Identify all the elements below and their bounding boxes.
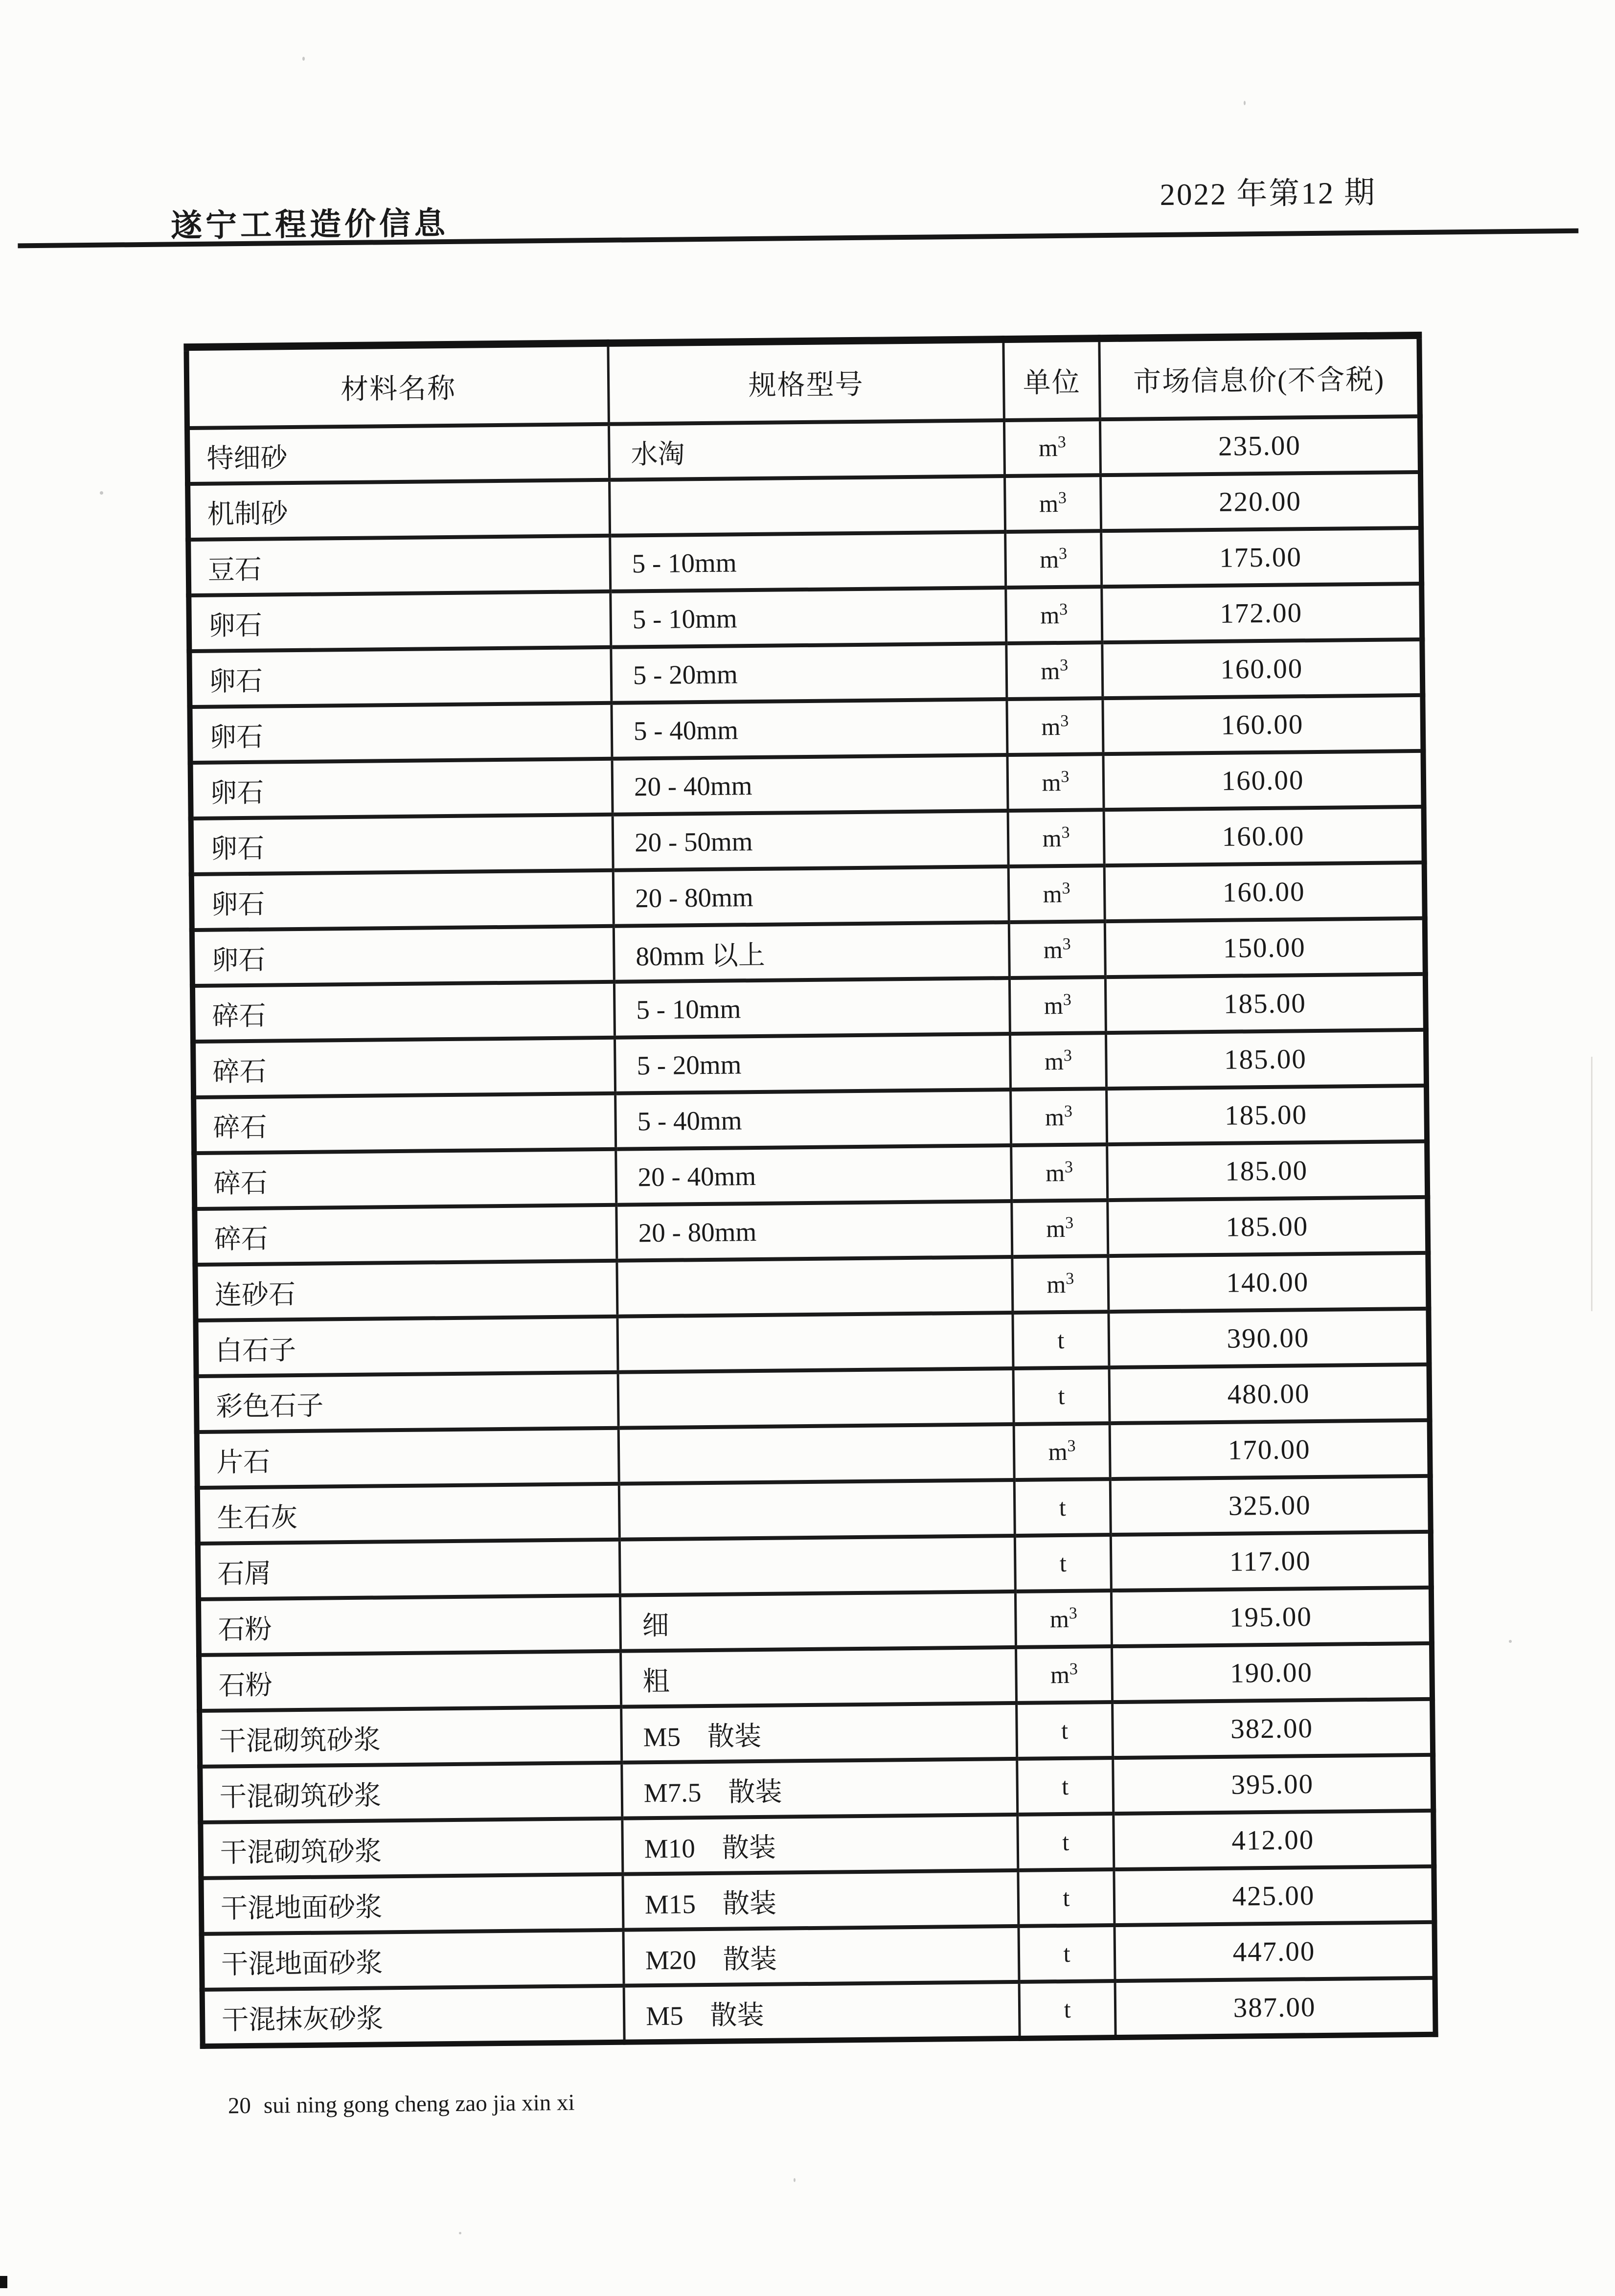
spec-cell: 20 - 40mm	[616, 1145, 1012, 1205]
unit-cell: $m^3$	[1011, 1144, 1108, 1201]
unit-cell: t	[1017, 1758, 1114, 1815]
spec-cell: 5 - 10mm	[611, 588, 1006, 647]
material-name-cell: 片石	[197, 1428, 619, 1488]
unit-cell: t	[1017, 1702, 1113, 1759]
column-header-spec: 规格型号	[608, 340, 1004, 424]
footer-pinyin: sui ning gong cheng zao jia xin xi	[263, 2090, 575, 2118]
column-header-unit: 单位	[1003, 339, 1100, 420]
material-name-cell: 卵石	[191, 815, 613, 874]
column-header-price: 市场信息价(不含税)	[1099, 335, 1420, 419]
material-name-cell: 碎石	[194, 1149, 616, 1209]
unit-cell: t	[1019, 1981, 1115, 2038]
spec-cell	[618, 1368, 1014, 1428]
unit-cell: $m^3$	[1016, 1646, 1112, 1703]
table-row	[202, 1978, 1435, 2046]
unit-cell: $m^3$	[1007, 698, 1103, 755]
price-cell: 220.00	[1101, 472, 1421, 531]
spec-cell: 80mm 以上	[614, 922, 1009, 982]
spec-cell: 5 - 20mm	[614, 1034, 1010, 1093]
unit-cell: $m^3$	[1005, 475, 1101, 532]
price-cell: 480.00	[1109, 1364, 1430, 1423]
spec-cell: M5 散装	[624, 1982, 1020, 2042]
price-cell: 390.00	[1109, 1309, 1429, 1367]
unit-cell: $m^3$	[1010, 1033, 1106, 1090]
material-name-cell: 生石灰	[197, 1484, 619, 1544]
price-cell: 185.00	[1107, 1086, 1427, 1144]
unit-cell: t	[1019, 1925, 1115, 1982]
material-name-cell: 卵石	[190, 759, 613, 818]
material-name-cell: 连砂石	[195, 1261, 617, 1320]
price-cell: 175.00	[1101, 528, 1422, 587]
speck	[459, 2232, 461, 2234]
price-cell: 185.00	[1107, 1141, 1428, 1200]
spec-cell: M7.5 散装	[622, 1759, 1018, 1819]
price-cell: 160.00	[1103, 695, 1423, 754]
page-title: 遂宁工程造价信息	[170, 205, 449, 244]
material-name-cell: 干混地面砂浆	[201, 1874, 623, 1934]
spec-cell: M5 散装	[621, 1703, 1017, 1763]
material-name-cell: 彩色石子	[196, 1372, 618, 1432]
material-name-cell: 卵石	[191, 870, 614, 930]
spec-cell: 5 - 40mm	[612, 699, 1007, 759]
price-cell: 447.00	[1115, 1922, 1435, 1981]
material-name-cell: 卵石	[189, 647, 612, 707]
table-header	[186, 335, 1420, 428]
material-name-cell: 干混抹灰砂浆	[202, 1986, 624, 2046]
unit-cell: $m^3$	[1008, 810, 1104, 866]
material-name-cell: 碎石	[193, 1038, 615, 1097]
material-name-cell: 干混砌筑砂浆	[200, 1707, 622, 1767]
price-cell: 185.00	[1108, 1197, 1428, 1256]
spec-cell: M10 散装	[622, 1815, 1018, 1874]
unit-cell: $m^3$	[1015, 1591, 1112, 1647]
material-name-cell: 碎石	[195, 1205, 617, 1265]
spec-cell: 5 - 10mm	[614, 978, 1010, 1038]
material-name-cell: 干混砌筑砂浆	[201, 1819, 623, 1878]
price-cell: 412.00	[1114, 1811, 1434, 1869]
material-name-cell: 碎石	[194, 1093, 616, 1153]
price-cell: 185.00	[1106, 1030, 1426, 1089]
column-header-material: 材料名称	[186, 343, 609, 428]
price-cell: 160.00	[1103, 751, 1424, 810]
unit-cell: $m^3$	[1009, 921, 1105, 978]
issue-label: 2022 年第12 期	[1160, 175, 1377, 212]
spec-cell: 20 - 80mm	[616, 1201, 1012, 1261]
unit-cell: $m^3$	[1008, 865, 1105, 922]
unit-cell: $m^3$	[1006, 642, 1103, 699]
scan-edge-streak	[1591, 1057, 1592, 1311]
spec-cell: 20 - 40mm	[612, 755, 1008, 815]
unit-cell: t	[1018, 1814, 1114, 1870]
unit-cell: $m^3$	[1011, 1089, 1107, 1145]
unit-cell: $m^3$	[1006, 587, 1102, 643]
material-name-cell: 机制砂	[188, 480, 610, 540]
unit-cell: $m^3$	[1009, 977, 1106, 1034]
material-name-cell: 豆石	[188, 536, 611, 595]
price-cell: 160.00	[1104, 863, 1425, 921]
price-cell: 235.00	[1100, 416, 1420, 475]
material-name-cell: 石粉	[199, 1651, 621, 1711]
spec-cell	[610, 476, 1005, 536]
unit-cell: t	[1013, 1367, 1110, 1424]
unit-cell: t	[1018, 1869, 1115, 1926]
table-header-row	[186, 335, 1420, 428]
spec-cell: 水淘	[609, 420, 1004, 480]
unit-cell: t	[1015, 1535, 1111, 1591]
unit-cell: $m^3$	[1012, 1200, 1108, 1257]
price-cell: 150.00	[1105, 918, 1425, 977]
material-name-cell: 特细砂	[187, 424, 609, 484]
spec-cell: M20 散装	[623, 1926, 1019, 1986]
price-cell: 325.00	[1110, 1476, 1431, 1535]
price-cell: 140.00	[1108, 1253, 1429, 1312]
spec-cell	[619, 1536, 1015, 1595]
scan-corner-mark	[0, 2276, 7, 2288]
speck	[100, 491, 103, 495]
unit-cell: t	[1014, 1479, 1111, 1536]
spec-cell: 5 - 20mm	[611, 643, 1007, 703]
price-cell: 160.00	[1104, 807, 1424, 865]
spec-cell: 20 - 80mm	[613, 866, 1009, 926]
materials-price-table	[183, 332, 1438, 2049]
price-cell: 172.00	[1102, 584, 1422, 642]
material-name-cell: 卵石	[192, 926, 614, 986]
material-name-cell: 白石子	[196, 1317, 618, 1376]
spec-cell	[618, 1424, 1014, 1484]
spec-cell: 20 - 50mm	[613, 811, 1008, 870]
unit-cell: t	[1013, 1312, 1109, 1368]
speck	[1244, 101, 1246, 105]
spec-cell	[619, 1480, 1015, 1540]
material-name-cell: 卵石	[190, 703, 612, 763]
material-name-cell: 石粉	[198, 1595, 620, 1655]
table-body	[187, 416, 1435, 2046]
spec-cell	[617, 1257, 1013, 1317]
price-cell: 195.00	[1111, 1588, 1432, 1646]
price-cell: 190.00	[1112, 1643, 1432, 1702]
unit-cell: $m^3$	[1007, 754, 1104, 811]
spec-cell: 细	[620, 1591, 1016, 1651]
page-footer	[228, 2090, 575, 2119]
speck	[1509, 1640, 1512, 1643]
spec-cell: 5 - 10mm	[610, 532, 1006, 591]
material-name-cell: 碎石	[192, 982, 614, 1042]
speck	[794, 2178, 796, 2182]
price-cell: 185.00	[1105, 974, 1426, 1033]
material-name-cell: 干混砌筑砂浆	[200, 1763, 622, 1822]
unit-cell: $m^3$	[1012, 1256, 1109, 1313]
price-cell: 117.00	[1111, 1532, 1431, 1591]
unit-cell: $m^3$	[1014, 1423, 1110, 1480]
speck	[302, 57, 305, 61]
price-cell: 387.00	[1115, 1978, 1435, 2038]
spec-cell: 5 - 40mm	[615, 1090, 1011, 1149]
unit-cell: $m^3$	[1004, 419, 1100, 476]
material-name-cell: 石屑	[198, 1540, 620, 1599]
page-number: 20	[227, 2093, 251, 2119]
material-name-cell: 卵石	[189, 591, 611, 651]
spec-cell	[617, 1313, 1013, 1372]
price-cell: 425.00	[1114, 1866, 1434, 1925]
price-cell: 395.00	[1113, 1755, 1433, 1814]
price-cell: 170.00	[1110, 1420, 1430, 1479]
price-cell: 160.00	[1102, 639, 1423, 698]
unit-cell: $m^3$	[1005, 531, 1102, 588]
spec-cell: 粗	[621, 1647, 1017, 1707]
material-name-cell: 干混地面砂浆	[202, 1930, 624, 1990]
price-cell: 382.00	[1113, 1699, 1433, 1758]
spec-cell: M15 散装	[623, 1870, 1019, 1930]
